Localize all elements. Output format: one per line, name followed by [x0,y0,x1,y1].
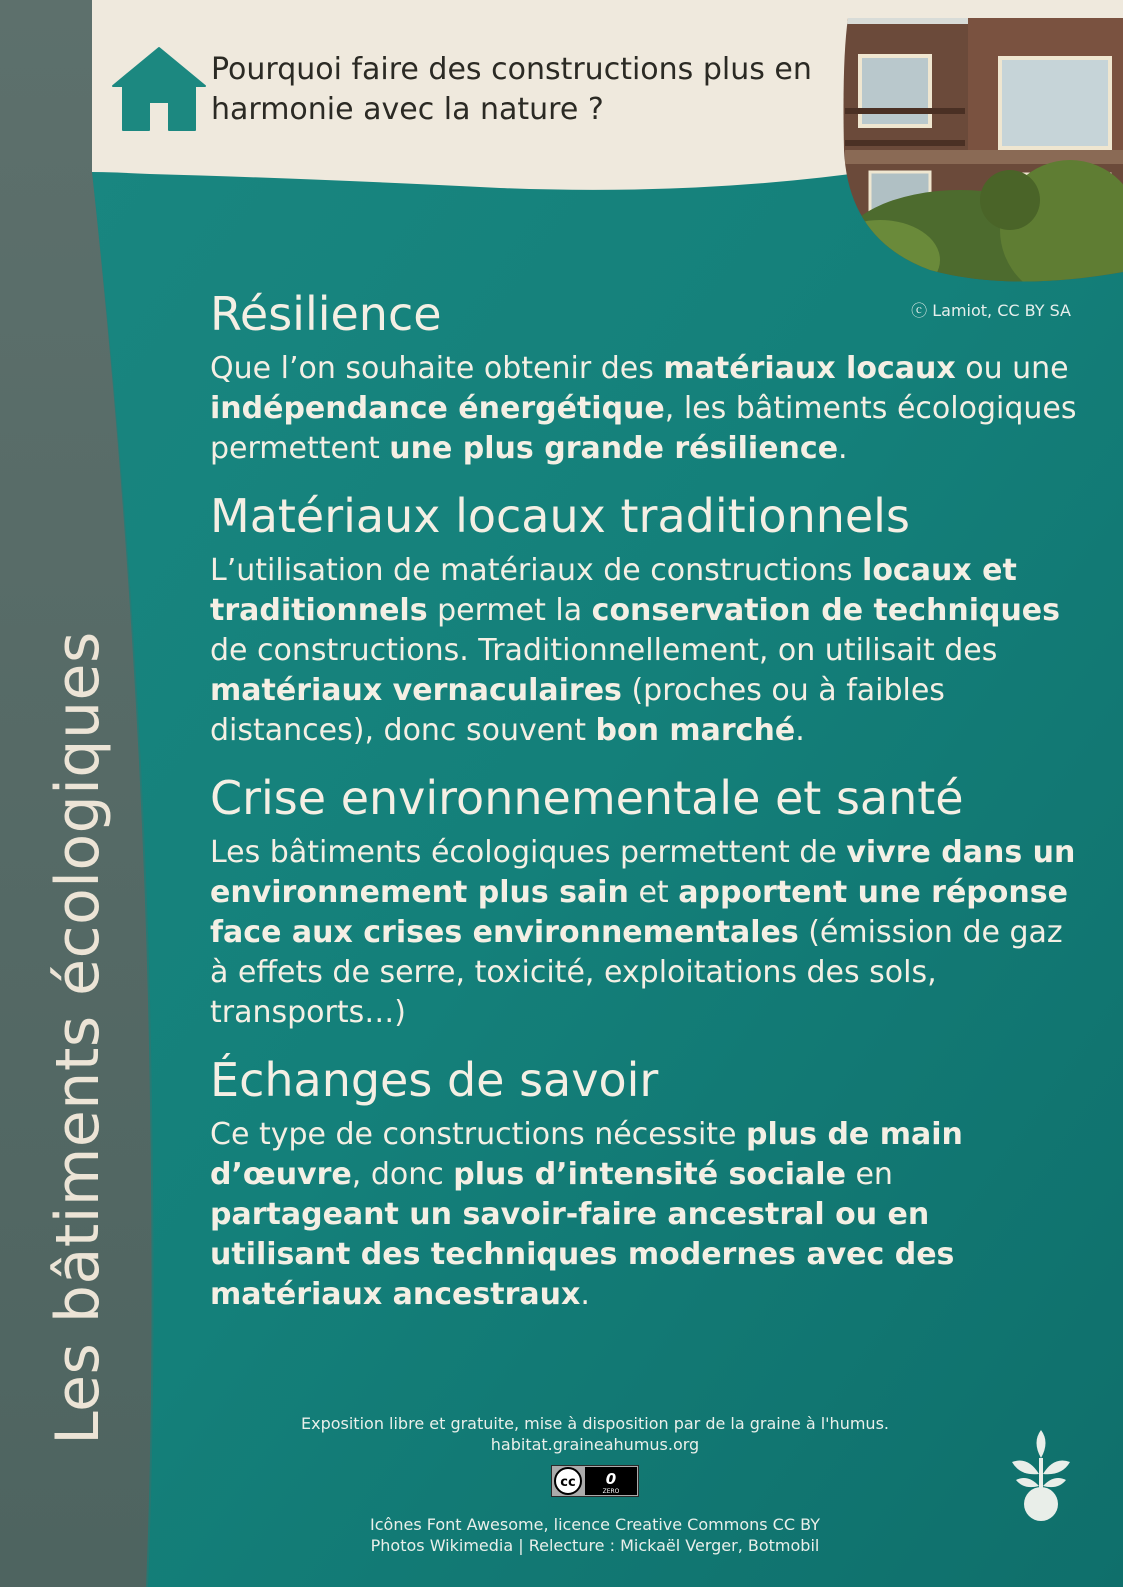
body-text: (émission de gaz à effets de serre, toxicité, exploitations des sols, transports…) [210,915,1063,1030]
footer-line-1: Exposition libre et gratuite, mise à disposition par de la graine à l'humus. [301,1414,889,1433]
section-title: Résilience [210,287,442,341]
bold-text: plus d’intensité sociale [453,1157,846,1192]
section-body [210,349,1080,469]
bold-text: vivre dans un environnement plus sain [210,835,1076,910]
bold-text: conservation de techniques [591,593,1061,628]
body-text: Les bâtiments écologiques permettent de [210,835,847,870]
bold-text: locaux et traditionnels [210,553,1017,628]
body-text: ou une [955,351,1069,386]
body-text: . [580,1277,590,1312]
section-body [210,833,1080,1033]
body-text: et [628,875,679,910]
section-body [210,1115,1080,1315]
bold-text: matériaux locaux [663,351,956,386]
body-text: en [845,1157,893,1192]
section-body [210,551,1080,751]
cc-glyph: cc [560,1475,576,1490]
footer [240,1413,950,1556]
vertical-title: Les bâtiments écologiques [43,631,113,1445]
cc-zero-badge [551,1465,639,1502]
section-title: Matériaux locaux traditionnels [210,489,910,543]
copyleft-icon: ⓒ︎ [911,301,928,320]
footer-line-2: habitat.graineahumus.org [490,1435,700,1454]
bold-text: bon marché [595,713,796,748]
header-question: Pourquoi faire des constructions plus en harmonie avec la nature ? [211,52,812,127]
footer-line-4: Photos Wikimedia | Relecture : Mickaël Verger, Botmobil [370,1536,820,1555]
bold-text: plus de main d’œuvre [210,1117,963,1192]
photo-credit-text: Lamiot, CC BY SA [932,301,1071,320]
bold-text: partageant un savoir-faire ancestral ou en utilisant des techniques modernes avec des matériaux ancestraux [210,1197,955,1312]
sprout-icon [1010,1428,1072,1524]
content [210,285,1080,1333]
body-text: Que l’on souhaite obtenir des [210,351,664,386]
body-text: de constructions. Traditionnellement, on utilisait des [210,633,998,668]
body-text: (proches ou à faibles distances), donc souvent [210,673,945,748]
bold-text: apportent une réponse face aux crises environnementales [210,875,1068,950]
body-text: L’utilisation de matériaux de constructions [210,553,863,588]
body-text: , donc [351,1157,454,1192]
footer-line-3: Icônes Font Awesome, licence Creative Commons CC BY [370,1515,820,1534]
bold-text: matériaux vernaculaires [210,673,622,708]
zero-glyph: 0 [605,1470,617,1488]
body-text: . [795,713,805,748]
body-text: Ce type de constructions nécessite [210,1117,747,1152]
section-title: Crise environnementale et santé [210,771,964,825]
body-text: . [838,431,848,466]
body-text: permet la [427,593,592,628]
bold-text: indépendance énergétique [210,391,665,426]
section-title: Échanges de savoir [210,1053,659,1107]
bold-text: une plus grande résilience [389,431,839,466]
house-icon [111,46,207,132]
zero-label: ZERO [602,1488,620,1495]
body-text: , les bâtiments écologiques permettent [210,391,1077,466]
